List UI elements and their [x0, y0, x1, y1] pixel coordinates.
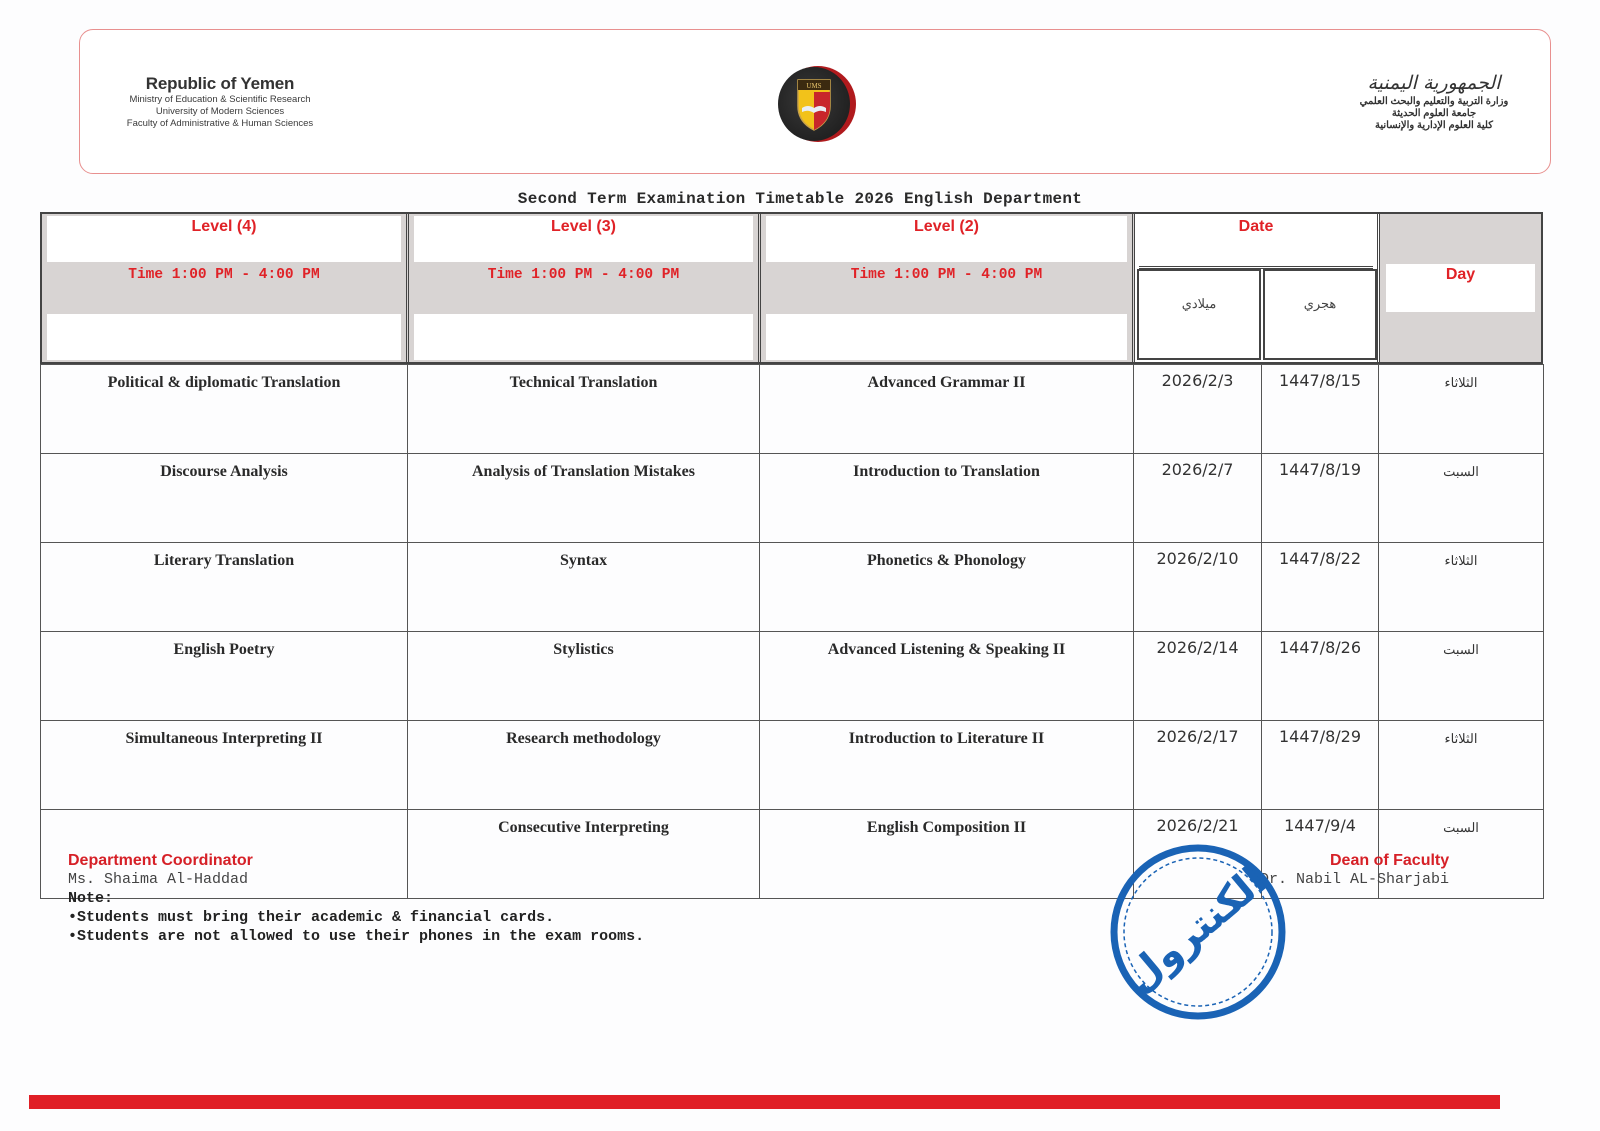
dean-name: Dr. Nabil AL-Sharjabi: [1260, 871, 1450, 888]
document-title: Second Term Examination Timetable 2026 English Department: [517, 190, 1083, 208]
day-header: Day: [1445, 266, 1476, 283]
day-name: الثلاثاء: [1379, 721, 1544, 810]
hijri-date: 1447/8/19: [1262, 454, 1379, 543]
gregorian-date: 2026/2/21: [1134, 810, 1262, 899]
date-header: Date: [1139, 216, 1373, 269]
dean-block: [1260, 852, 1449, 889]
level-4-course: Simultaneous Interpreting II: [41, 721, 408, 810]
level-4-course: Literary Translation: [41, 543, 408, 632]
day-name: الثلاثاء: [1379, 365, 1544, 454]
table-row: [41, 632, 1544, 721]
footer-red-bar: [29, 1095, 1500, 1109]
level-label: Level (2): [914, 218, 979, 235]
header-level-3: [409, 214, 761, 362]
timetable-body: [40, 364, 1544, 899]
faculty-line: Faculty of Administrative & Human Sciences: [126, 118, 314, 129]
level-2-course: Introduction to Literature II: [760, 721, 1134, 810]
level-4-course: Discourse Analysis: [41, 454, 408, 543]
note-item: •Students are not allowed to use their phones in the exam rooms.: [68, 928, 645, 945]
header-level-4: [42, 214, 409, 362]
gregorian-date: 2026/2/7: [1134, 454, 1262, 543]
country-name: Republic of Yemen: [145, 74, 295, 93]
hijri-date: 1447/8/29: [1262, 721, 1379, 810]
gregorian-header: ميلادي: [1137, 269, 1261, 360]
svg-text:UMS: UMS: [806, 82, 822, 90]
level-label: Level (4): [191, 218, 257, 235]
arabic-ministry-line: وزارة التربية والتعليم والبحث العلمي: [1359, 96, 1509, 107]
level-3-course: Consecutive Interpreting: [408, 810, 760, 899]
header-day: [1380, 214, 1541, 362]
header-level-2: [761, 214, 1135, 362]
arabic-country-name: الجمهورية اليمنية: [1367, 72, 1501, 94]
time-label: Time 1:00 PM - 4:00 PM: [850, 267, 1043, 283]
control-stamp: [1108, 842, 1288, 1022]
letterhead: [79, 29, 1551, 174]
level-3-course: Syntax: [408, 543, 760, 632]
table-row: [41, 454, 1544, 543]
header-date: [1135, 214, 1380, 362]
level-2-course: Phonetics & Phonology: [760, 543, 1134, 632]
svg-text:الكنترول: الكنترول: [1116, 857, 1276, 1002]
coordinator-title: Department Coordinator: [68, 852, 253, 869]
level-2-course: English Composition II: [760, 810, 1134, 899]
university-logo: [762, 62, 858, 146]
level-2-course: Advanced Grammar II: [760, 365, 1134, 454]
coordinator-name: Ms. Shaima Al-Haddad: [68, 871, 249, 888]
note-label: Note:: [68, 890, 114, 907]
arabic-university-line: جامعة العلوم الحديثة: [1391, 108, 1477, 119]
day-name: السبت: [1379, 632, 1544, 721]
note-item: •Students must bring their academic & financial cards.: [68, 909, 555, 926]
gregorian-date: 2026/2/3: [1134, 365, 1262, 454]
ministry-line: Ministry of Education & Scientific Research: [129, 94, 311, 105]
level-3-course: Technical Translation: [408, 365, 760, 454]
hijri-date: 1447/8/15: [1262, 365, 1379, 454]
arabic-faculty-line: كلية العلوم الإدارية والإنسانية: [1374, 120, 1493, 131]
table-row: [41, 365, 1544, 454]
english-letterhead: [110, 74, 330, 130]
hijri-date: 1447/8/26: [1262, 632, 1379, 721]
level-3-course: Stylistics: [408, 632, 760, 721]
arabic-letterhead: [1334, 70, 1534, 132]
time-label: Time 1:00 PM - 4:00 PM: [128, 267, 320, 283]
day-name: السبت: [1379, 454, 1544, 543]
gregorian-date: 2026/2/14: [1134, 632, 1262, 721]
hijri-header: هجري: [1263, 269, 1377, 360]
hijri-date: 1447/8/22: [1262, 543, 1379, 632]
table-header: [40, 212, 1543, 364]
level-3-course: Analysis of Translation Mistakes: [408, 454, 760, 543]
level-label: Level (3): [551, 218, 616, 235]
coordinator-block: [68, 852, 644, 946]
level-4-course: English Poetry: [41, 632, 408, 721]
dean-title: Dean of Faculty: [1330, 852, 1450, 869]
table-row: [41, 721, 1544, 810]
hijri-date: 1447/9/4: [1262, 810, 1379, 899]
level-3-course: Research methodology: [408, 721, 760, 810]
gregorian-date: 2026/2/10: [1134, 543, 1262, 632]
time-label: Time 1:00 PM - 4:00 PM: [487, 267, 680, 283]
table-row: [41, 543, 1544, 632]
exam-timetable: [40, 212, 1543, 899]
university-line: University of Modern Sciences: [155, 106, 285, 117]
level-2-course: Advanced Listening & Speaking II: [760, 632, 1134, 721]
day-name: الثلاثاء: [1379, 543, 1544, 632]
level-2-course: Introduction to Translation: [760, 454, 1134, 543]
gregorian-date: 2026/2/17: [1134, 721, 1262, 810]
level-4-course: Political & diplomatic Translation: [41, 365, 408, 454]
day-name: السبت: [1379, 810, 1544, 899]
